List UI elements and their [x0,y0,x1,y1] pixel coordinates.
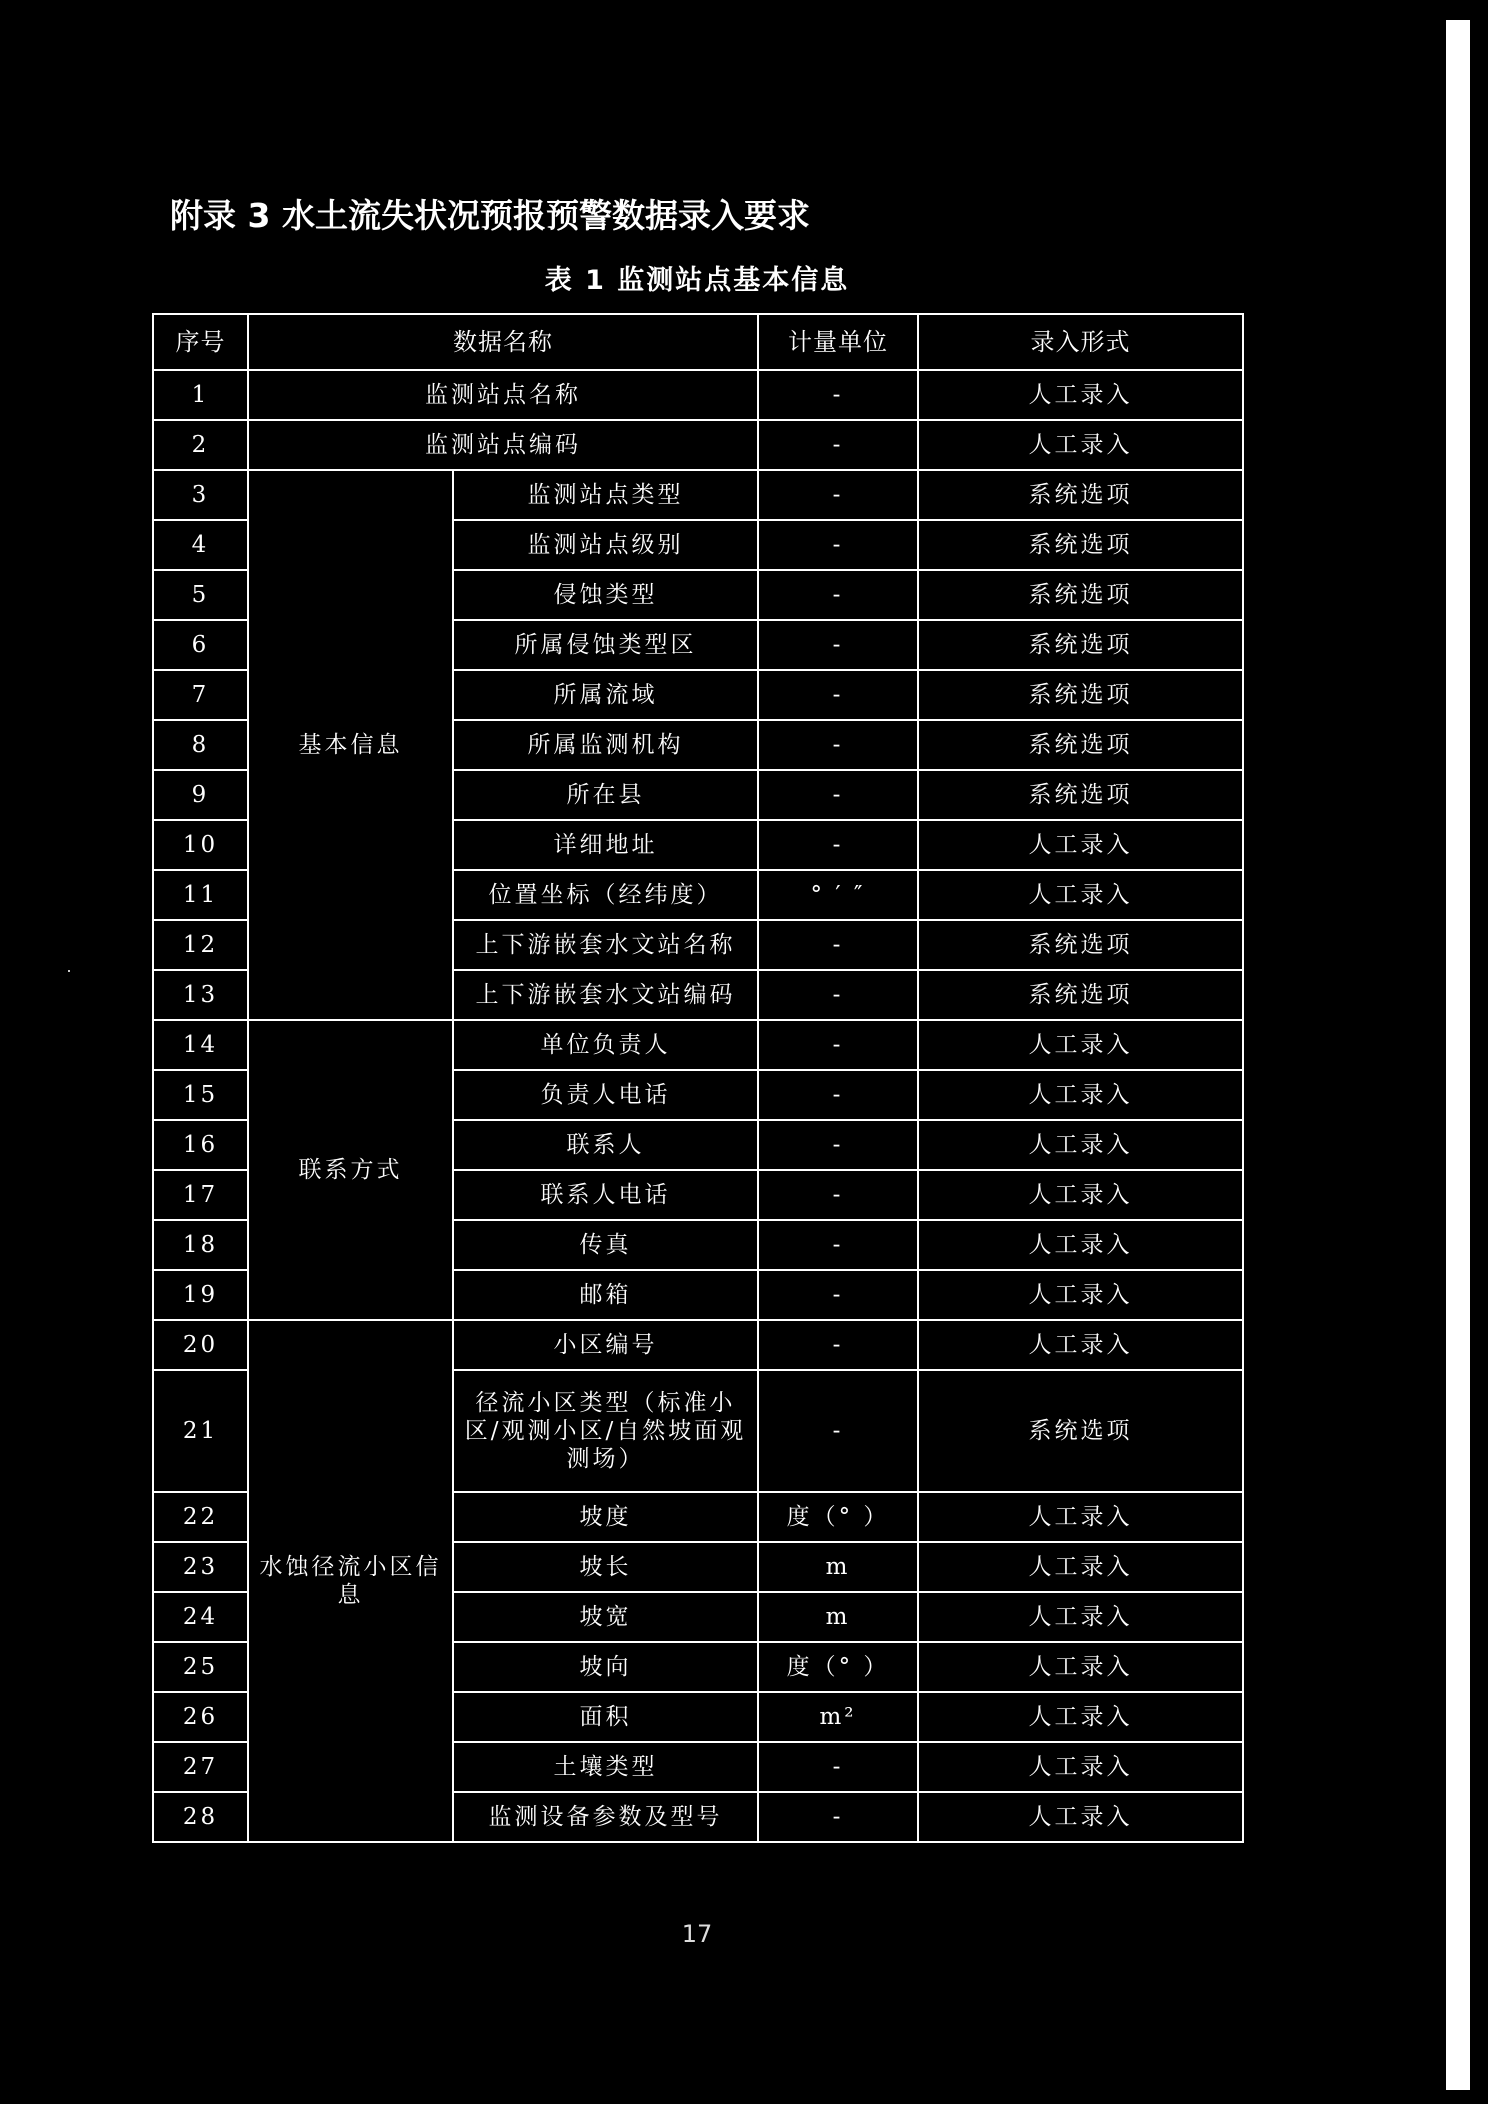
row-unit: - [758,420,918,470]
row-name: 径流小区类型（标准小区/观测小区/自然坡面观测场） [453,1370,758,1492]
row-unit: m [758,1592,918,1642]
row-seq: 1 [153,370,248,420]
row-unit: - [758,1220,918,1270]
row-entry: 人工录入 [918,1542,1243,1592]
header-entry: 录入形式 [918,314,1243,370]
station-info-table [152,313,1244,1843]
row-unit: - [758,1320,918,1370]
row-seq: 16 [153,1120,248,1170]
row-name: 上下游嵌套水文站名称 [453,920,758,970]
table-row [153,470,1243,520]
row-name: 监测站点类型 [453,470,758,520]
row-seq: 18 [153,1220,248,1270]
row-name: 负责人电话 [453,1070,758,1120]
row-seq: 2 [153,420,248,470]
row-unit: - [758,1170,918,1220]
row-unit: - [758,470,918,520]
table-header-row [153,314,1243,370]
row-unit: - [758,1070,918,1120]
row-unit: - [758,670,918,720]
row-entry: 人工录入 [918,1070,1243,1120]
row-name: 监测站点编码 [248,420,758,470]
row-seq: 13 [153,970,248,1020]
row-name: 联系人 [453,1120,758,1170]
row-unit: - [758,520,918,570]
header-unit: 计量单位 [758,314,918,370]
row-name: 侵蚀类型 [453,570,758,620]
row-entry: 人工录入 [918,420,1243,470]
row-unit: 度（° ） [758,1492,918,1542]
row-unit: 度（° ） [758,1642,918,1692]
row-seq: 15 [153,1070,248,1120]
row-seq: 23 [153,1542,248,1592]
row-name: 小区编号 [453,1320,758,1370]
row-name: 监测设备参数及型号 [453,1792,758,1842]
row-name: 所在县 [453,770,758,820]
row-name: 所属侵蚀类型区 [453,620,758,670]
row-entry: 人工录入 [918,820,1243,870]
row-unit: - [758,1020,918,1070]
table-row [153,1020,1243,1070]
row-entry: 系统选项 [918,520,1243,570]
row-unit: - [758,1270,918,1320]
row-seq: 20 [153,1320,248,1370]
row-unit: - [758,570,918,620]
row-name: 上下游嵌套水文站编码 [453,970,758,1020]
row-entry: 系统选项 [918,720,1243,770]
row-unit: - [758,970,918,1020]
row-seq: 7 [153,670,248,720]
row-unit: - [758,1370,918,1492]
row-entry: 人工录入 [918,1742,1243,1792]
row-name: 土壤类型 [453,1742,758,1792]
row-unit: m² [758,1692,918,1742]
table-row [153,1320,1243,1370]
row-seq: 3 [153,470,248,520]
row-entry: 人工录入 [918,1120,1243,1170]
row-unit: - [758,720,918,770]
row-seq: 6 [153,620,248,670]
row-seq: 12 [153,920,248,970]
row-entry: 人工录入 [918,1320,1243,1370]
row-seq: 25 [153,1642,248,1692]
row-entry: 系统选项 [918,620,1243,670]
row-name: 坡度 [453,1492,758,1542]
row-name: 坡宽 [453,1592,758,1642]
row-seq: 28 [153,1792,248,1842]
row-entry: 人工录入 [918,1270,1243,1320]
group-basic-info: 基本信息 [248,470,453,1020]
row-entry: 系统选项 [918,970,1243,1020]
row-entry: 系统选项 [918,470,1243,520]
group-runoff-plot: 水蚀径流小区信息 [248,1320,453,1842]
row-entry: 人工录入 [918,870,1243,920]
row-entry: 人工录入 [918,1642,1243,1692]
row-unit: m [758,1542,918,1592]
page-number: 17 [681,1920,713,1948]
row-entry: 人工录入 [918,1692,1243,1742]
row-unit: - [758,370,918,420]
row-name: 所属流域 [453,670,758,720]
row-unit: - [758,1120,918,1170]
row-entry: 系统选项 [918,570,1243,620]
row-seq: 5 [153,570,248,620]
table-row [153,370,1243,420]
row-seq: 9 [153,770,248,820]
row-entry: 系统选项 [918,670,1243,720]
row-name: 详细地址 [453,820,758,870]
row-name: 监测站点名称 [248,370,758,420]
row-seq: 19 [153,1270,248,1320]
row-seq: 4 [153,520,248,570]
group-contact: 联系方式 [248,1020,453,1320]
row-name: 监测站点级别 [453,520,758,570]
row-name: 面积 [453,1692,758,1742]
row-entry: 人工录入 [918,1592,1243,1642]
row-name: 邮箱 [453,1270,758,1320]
row-name: 位置坐标（经纬度） [453,870,758,920]
row-name: 联系人电话 [453,1170,758,1220]
row-name: 传真 [453,1220,758,1270]
row-entry: 人工录入 [918,1792,1243,1842]
row-entry: 系统选项 [918,1370,1243,1492]
row-seq: 26 [153,1692,248,1742]
row-unit: - [758,770,918,820]
row-name: 坡长 [453,1542,758,1592]
header-seq: 序号 [153,314,248,370]
row-unit: - [758,820,918,870]
row-unit: - [758,1742,918,1792]
row-entry: 人工录入 [918,1220,1243,1270]
row-unit: ° ′ ″ [758,870,918,920]
row-entry: 人工录入 [918,1020,1243,1070]
scan-speck [68,970,70,972]
row-seq: 22 [153,1492,248,1542]
row-name: 坡向 [453,1642,758,1692]
row-seq: 14 [153,1020,248,1070]
table-row [153,420,1243,470]
row-entry: 系统选项 [918,770,1243,820]
row-seq: 24 [153,1592,248,1642]
appendix-title: 附录 3 水土流失状况预报预警数据录入要求 [170,196,810,235]
row-seq: 17 [153,1170,248,1220]
row-entry: 人工录入 [918,370,1243,420]
row-unit: - [758,920,918,970]
row-seq: 10 [153,820,248,870]
header-name: 数据名称 [248,314,758,370]
row-entry: 人工录入 [918,1170,1243,1220]
row-name: 单位负责人 [453,1020,758,1070]
row-entry: 系统选项 [918,920,1243,970]
scan-edge-bar [1446,20,1470,2090]
row-unit: - [758,620,918,670]
row-seq: 21 [153,1370,248,1492]
table-title: 表 1 监测站点基本信息 [544,265,850,296]
row-seq: 11 [153,870,248,920]
row-seq: 8 [153,720,248,770]
row-entry: 人工录入 [918,1492,1243,1542]
row-seq: 27 [153,1742,248,1792]
row-unit: - [758,1792,918,1842]
row-name: 所属监测机构 [453,720,758,770]
